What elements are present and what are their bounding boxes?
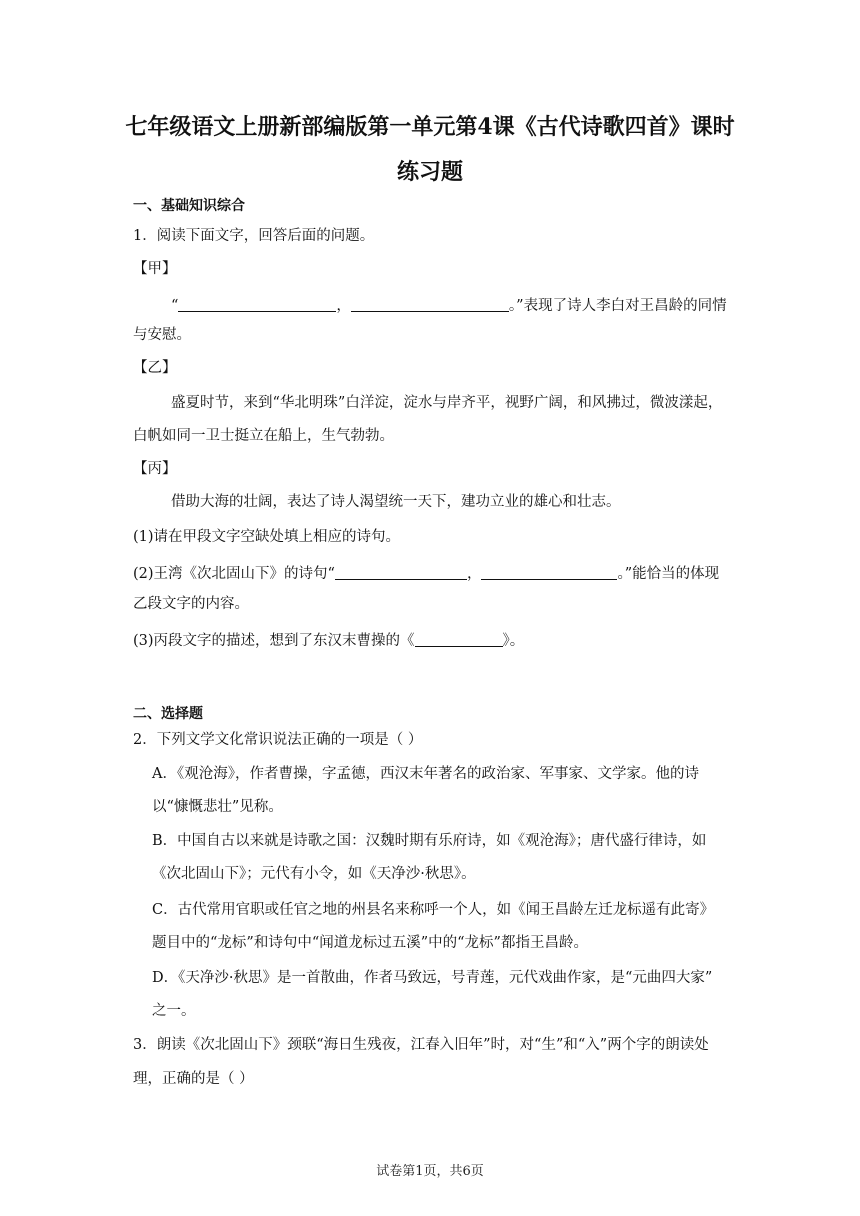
subquestion-2-text: (2)王湾《次北固山下》的诗句“ — [133, 566, 335, 582]
subquestion-3 — [133, 631, 524, 649]
passage-yi-label: 【乙】 — [133, 360, 177, 376]
blank-sub3[interactable] — [415, 631, 503, 647]
subquestion-3-end: 》。 — [502, 633, 525, 649]
subquestion-3-text: (3)丙段文字的描述，想到了东汉末曹操的《 — [133, 633, 415, 649]
passage-jia-label: 【甲】 — [133, 261, 177, 277]
subquestion-2-end: 。”能恰当的体现 — [617, 566, 720, 582]
passage-jia-text: 。”表现了诗人李白对王昌龄的同情 — [508, 298, 727, 314]
comma: ， — [336, 298, 351, 314]
option-b-line2: 《次北固山下》；元代有小令，如《天净沙·秋思》。 — [152, 866, 476, 882]
passage-bing-label: 【丙】 — [133, 461, 177, 477]
question-3-line2: 理，正确的是（ ） — [133, 1071, 254, 1087]
question-3-line1: 3．朗读《次北固山下》颈联“海日生残夜，江春入旧年”时，对“生”和“入”两个字的朗读处 — [133, 1037, 709, 1053]
option-b-line1[interactable]: B．中国自古以来就是诗歌之国：汉魏时期有乐府诗，如《观沧海》；唐代盛行律诗，如 — [152, 833, 707, 849]
option-d-line2: 之一。 — [152, 1003, 196, 1019]
quote-open: “ — [171, 298, 179, 314]
subquestion-1: (1)请在甲段文字空缺处填上相应的诗句。 — [133, 529, 401, 545]
subquestion-2-line2: 乙段文字的内容。 — [133, 596, 249, 612]
question-2-stem: 2．下列文学文化常识说法正确的一项是（ ） — [133, 732, 423, 748]
page-title: 七年级语文上册新部编版第一单元第4课《古代诗歌四首》课时 — [125, 114, 735, 140]
comma: ， — [466, 566, 482, 582]
passage-bing-line1: 借助大海的壮阔，表达了诗人渴望统一天下，建功立业的雄心和壮志。 — [171, 494, 621, 510]
passage-yi-line2: 白帆如同一卫士挺立在船上，生气勃勃。 — [133, 428, 394, 444]
passage-jia-line2: 与安慰。 — [133, 327, 191, 343]
option-c-line1[interactable]: C．古代常用官职或任官之地的州县名来称呼一个人，如《闻王昌龄左迁龙标遥有此寄》 — [152, 902, 715, 918]
passage-jia-line1 — [171, 296, 727, 314]
option-a-line2: 以“慷慨悲壮”见称。 — [152, 799, 283, 815]
blank-jia-1[interactable] — [178, 296, 336, 312]
section-heading-1: 一、基础知识综合 — [133, 198, 245, 214]
page-title-line2: 练习题 — [396, 159, 463, 185]
subquestion-2 — [133, 564, 719, 582]
option-c-line2: 题目中的“龙标”和诗句中“闻道龙标过五溪”中的“龙标”都指王昌龄。 — [152, 935, 588, 951]
blank-sub2-1[interactable] — [335, 564, 467, 580]
page-footer: 试卷第1页，共6页 — [376, 1164, 484, 1179]
blank-jia-2[interactable] — [351, 296, 509, 312]
question-1-stem: 1．阅读下面文字，回答后面的问题。 — [133, 228, 375, 244]
option-d-line1[interactable]: D．《天净沙·秋思》是一首散曲，作者马致远，号青莲，元代戏曲作家，是“元曲四大家” — [152, 970, 713, 986]
passage-yi-line1: 盛夏时节，来到“华北明珠”白洋淀，淀水与岸齐平，视野广阔，和风拂过，微波漾起， — [171, 395, 723, 411]
blank-sub2-2[interactable] — [481, 564, 617, 580]
section-heading-2: 二、选择题 — [133, 706, 203, 722]
option-a-line1[interactable]: A．《观沧海》，作者曹操，字孟德，西汉末年著名的政治家、军事家、文学家。他的诗 — [152, 766, 699, 782]
